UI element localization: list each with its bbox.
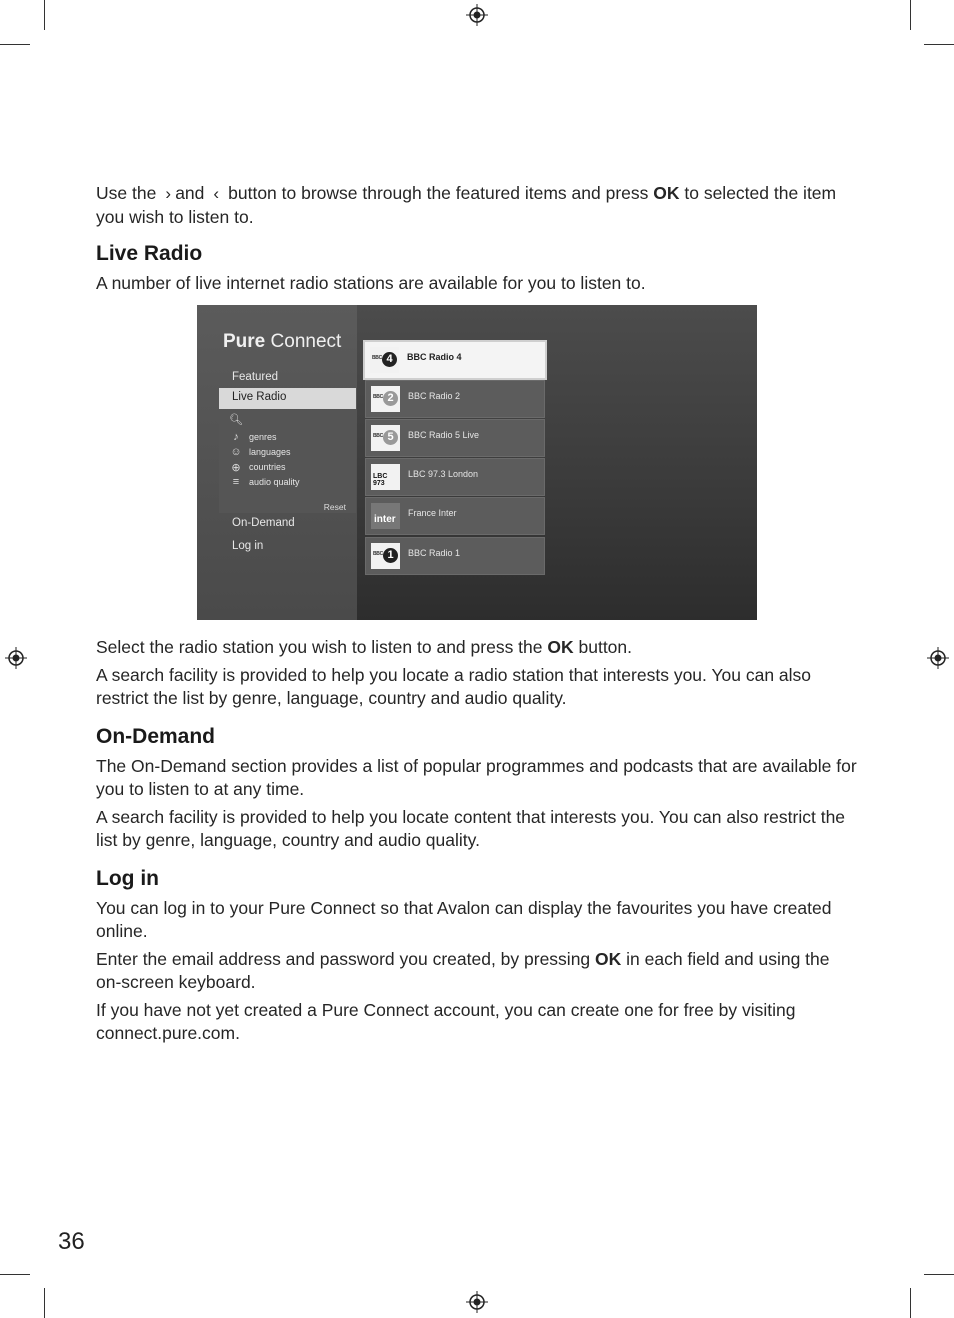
station-lbc-london[interactable]: LBC 973 LBC 97.3 London xyxy=(365,458,545,496)
chevron-right-icon: › xyxy=(165,184,172,203)
filter-genres[interactable]: genres xyxy=(249,431,277,442)
globe-icon: ⊕ xyxy=(231,461,241,474)
crop-mark xyxy=(924,1274,954,1275)
log-in-heading: Log in xyxy=(96,867,159,890)
log-in-text-2: Enter the email address and password you created, by pressing OK in each field and using the on-screen keyboard. xyxy=(96,949,830,992)
ok-key: OK xyxy=(547,636,574,657)
lbc-logo: LBC 973 xyxy=(371,464,400,490)
genre-icon: ♪ xyxy=(233,430,239,443)
crop-mark xyxy=(910,0,911,30)
registration-mark-icon xyxy=(5,647,27,669)
station-france-inter[interactable]: inter France Inter xyxy=(365,497,545,535)
station-bbc-radio-2[interactable]: BBC 2 BBC Radio 2 xyxy=(365,380,545,418)
page-content xyxy=(96,182,858,1050)
crop-mark xyxy=(0,1274,30,1275)
crop-mark xyxy=(44,0,45,30)
registration-mark-icon xyxy=(466,4,488,26)
sidebar xyxy=(197,305,357,620)
ok-key: OK xyxy=(595,949,622,969)
equalizer-icon: ≡ xyxy=(232,475,240,488)
crop-mark xyxy=(910,1288,911,1318)
on-demand-text-1: The On-Demand section provides a list of popular programmes and podcasts that are available for you to listen to at any time. xyxy=(96,756,857,799)
ok-key: OK xyxy=(653,183,680,203)
registration-mark-icon xyxy=(466,1291,488,1313)
reset-button[interactable]: Reset xyxy=(323,501,346,512)
filter-languages[interactable]: languages xyxy=(249,446,291,457)
menu-item-log-in[interactable]: Log in xyxy=(232,539,264,552)
menu-item-on-demand[interactable]: On-Demand xyxy=(232,516,295,529)
pure-connect-screenshot xyxy=(197,305,757,620)
filter-panel xyxy=(219,411,356,513)
live-radio-text: A number of live internet radio stations are available for you to listen to. xyxy=(96,273,646,293)
filter-countries[interactable]: countries xyxy=(249,461,286,472)
station-bbc-radio-5-live[interactable]: BBC 5 BBC Radio 5 Live xyxy=(365,419,545,457)
select-paragraph: Select the radio station you wish to listen to and press the OK button. xyxy=(96,636,633,657)
on-demand-text-2: A search facility is provided to help you locate content that interests you. You can also restrict the list by genre, language, country and audio quality. xyxy=(96,807,846,850)
log-in-text-1: You can log in to your Pure Connect so that Avalon can display the favourites you have created online. xyxy=(96,898,832,941)
crop-mark xyxy=(0,44,30,45)
crop-mark xyxy=(44,1288,45,1318)
registration-mark-icon xyxy=(927,647,949,669)
page-number: 36 xyxy=(58,1228,85,1255)
search-icon[interactable]: 🔍︎ xyxy=(229,413,243,426)
log-in-text-3: If you have not yet created a Pure Connect account, you can create one for free by visiting connect.pure.com. xyxy=(96,1000,796,1043)
bbc-radio-2-logo: BBC 2 xyxy=(371,386,400,412)
brand-logo: Pure Connect xyxy=(223,330,342,352)
bbc-radio-5-logo: BBC 5 xyxy=(371,425,400,451)
bbc-radio-4-logo: BBC 4 xyxy=(370,347,399,373)
live-radio-heading: Live Radio xyxy=(96,242,203,265)
language-icon: ☺ xyxy=(230,445,242,458)
bbc-radio-1-logo: BBC 1 xyxy=(371,543,400,569)
intro-paragraph: Use the › and ‹ button to browse through the featured items and press OK to selected the item you wish to listen to. xyxy=(96,183,837,227)
menu-item-live-radio[interactable]: Live Radio xyxy=(219,388,356,409)
chevron-left-icon: ‹ xyxy=(213,184,220,203)
search-paragraph: A search facility is provided to help you locate a radio station that interests you. You can also restrict the list by genre, language, country and audio quality. xyxy=(96,665,812,708)
station-bbc-radio-1[interactable]: BBC 1 BBC Radio 1 xyxy=(365,537,545,575)
menu-item-featured[interactable]: Featured xyxy=(232,370,279,383)
france-inter-logo: inter xyxy=(371,503,400,529)
crop-mark xyxy=(924,44,954,45)
station-bbc-radio-4[interactable]: BBC 4 BBC Radio 4 xyxy=(363,340,547,380)
filter-audio-quality[interactable]: audio quality xyxy=(249,476,300,487)
on-demand-heading: On-Demand xyxy=(96,725,216,748)
